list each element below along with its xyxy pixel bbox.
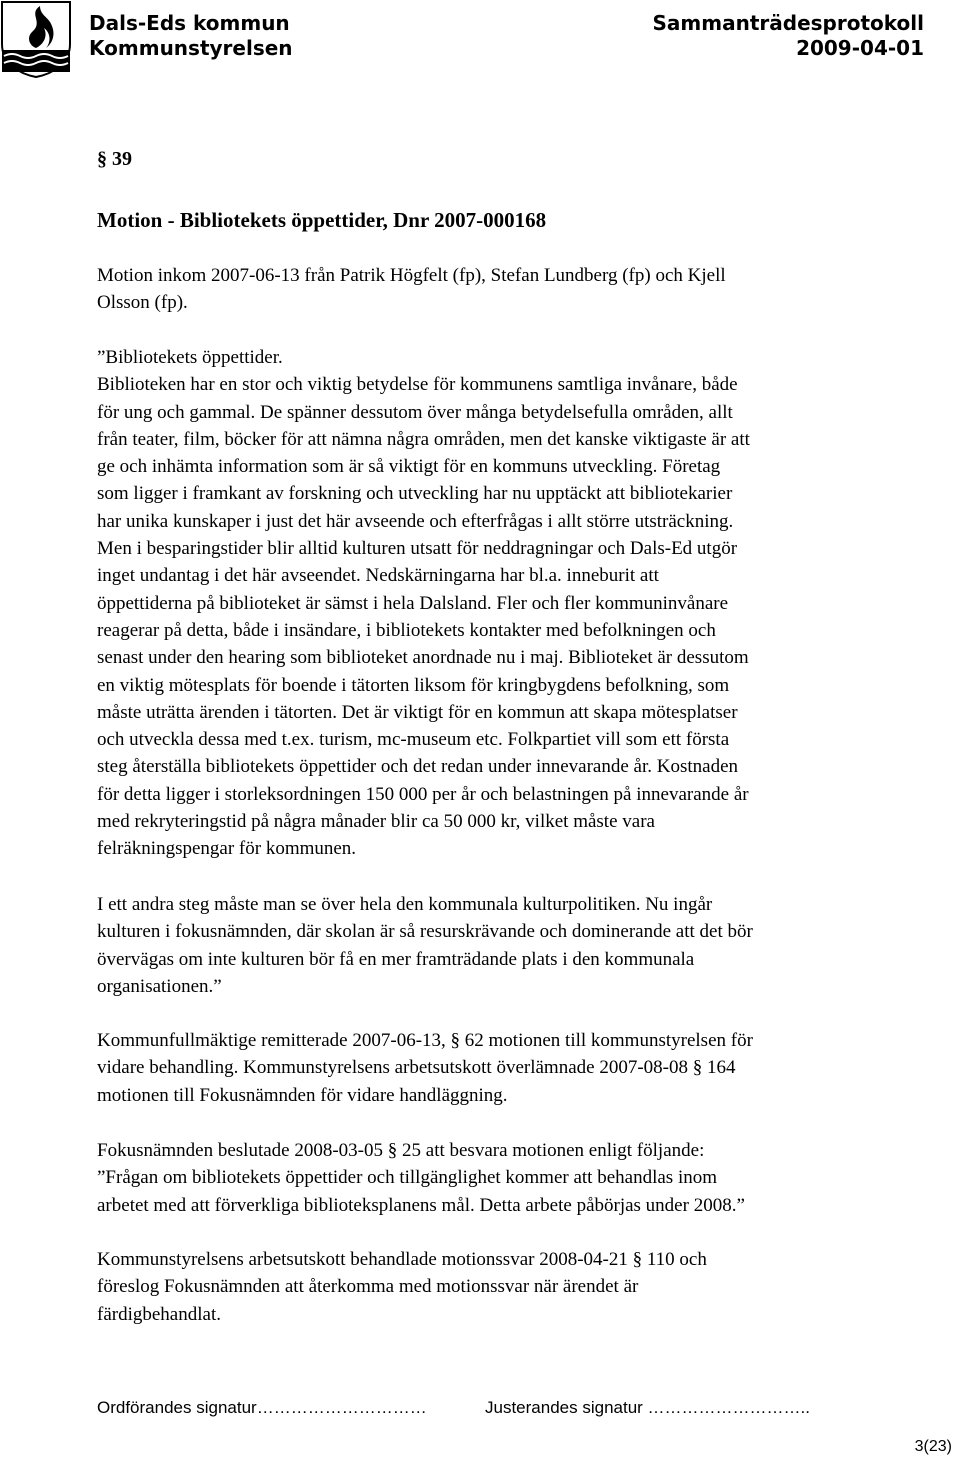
- text-line: Olsson (fp).: [97, 292, 188, 314]
- text-line: motionen till Fokusnämnden för vidare handläggning.: [97, 1084, 508, 1106]
- text-line: ”Frågan om bibliotekets öppettider och tillgänglighet kommer att behandlas inom: [97, 1167, 717, 1189]
- text-line: steg återställa bibliotekets öppettider och det redan under innevarande år. Kostnaden: [97, 756, 739, 778]
- text-line: Men i besparingstider blir alltid kulturen utsatt för neddragningar och Dals-Ed utgör: [97, 538, 738, 560]
- text-line: Fokusnämnden beslutade 2008-03-05 § 25 att besvara motionen enligt följande:: [97, 1140, 705, 1161]
- text-line: felräkningspengar för kommunen.: [97, 838, 357, 860]
- text-line: för detta ligger i storleksordningen 150 000 per år och belastningen på innevarande år: [97, 783, 749, 805]
- text-line: har unika kunskaper i just det här avseende och efterfrågas i allt större utsträckning.: [97, 510, 734, 532]
- paragraph-referral: [97, 1027, 927, 1109]
- text-line: Motion inkom 2007-06-13 från Patrik Högfelt (fp), Stefan Lundberg (fp) och Kjell: [97, 265, 726, 286]
- text-line: och utveckla dessa med t.ex. turism, mc-museum etc. Folkpartiet vill som ett första: [97, 729, 730, 751]
- text-line: öppettiderna på biblioteket är sämst i hela Dalsland. Fler och fler kommuninvånare: [97, 592, 729, 614]
- text-line: med rekryteringstid på några månader blir ca 50 000 kr, vilket måste vara: [97, 811, 655, 833]
- text-line: inget undantag i det här avseendet. Nedskärningarna har bl.a. inneburit att: [97, 565, 659, 587]
- text-line: Kommunfullmäktige remitterade 2007-06-13, § 62 motionen till kommunstyrelsen för: [97, 1030, 753, 1051]
- page-number: 3(23): [914, 1438, 952, 1455]
- text-line: från teater, film, böcker för att nämna några områden, men det kanske viktigaste är att: [97, 428, 750, 450]
- paragraph-motion-intro: [97, 262, 927, 317]
- text-line: för ung och gammal. De spänner dessutom över många betydelsefulla områden, allt: [97, 401, 733, 423]
- paragraph-focus-board-decision: [97, 1137, 927, 1219]
- text-line: måste uträtta ärenden i tätorten. Det är viktigt för en kommun att skapa mötesplatser: [97, 701, 738, 723]
- header-document-type: Sammanträdesprotokoll: [652, 11, 924, 35]
- text-line: vidare behandling. Kommunstyrelsens arbetsutskott överlämnade 2007-08-08 § 164: [97, 1057, 736, 1079]
- adjuster-signature-line: Justerandes signatur ………………………..: [485, 1398, 810, 1417]
- text-line: som ligger i framkant av forskning och utveckling har nu upptäckt att bibliotekarier: [97, 483, 733, 505]
- text-line: Kommunstyrelsens arbetsutskott behandlade motionssvar 2008-04-21 § 110 och: [97, 1249, 707, 1270]
- header-municipality: Dals-Eds kommun: [89, 11, 290, 35]
- text-line: ”Bibliotekets öppettider.: [97, 347, 283, 368]
- text-line: arbetet med att förverkliga biblioteksplanens mål. Detta arbete påbörjas under 2008.”: [97, 1194, 745, 1216]
- text-line: en viktig mötesplats för boende i tätorten liksom för kringbygdens befolkning, som: [97, 674, 730, 696]
- section-title: Motion - Bibliotekets öppettider, Dnr 2007-000168: [97, 208, 547, 232]
- text-line: Biblioteken har en stor och viktig betydelse för kommunens samtliga invånare, både: [97, 374, 738, 396]
- text-line: föreslog Fokusnämnden att återkomma med motionssvar när ärendet är: [97, 1276, 639, 1298]
- text-line: organisationen.”: [97, 975, 222, 997]
- paragraph-working-committee: [97, 1246, 927, 1328]
- text-line: ge och inhämta information som är så viktigt för en kommuns utveckling. Företag: [97, 456, 721, 478]
- paragraph-second-step: [97, 891, 927, 1000]
- text-line: färdigbehandlat.: [97, 1303, 221, 1325]
- chair-signature-line: Ordförandes signatur…………………………: [97, 1398, 427, 1417]
- text-line: kulturen i fokusnämnden, där skolan är så resurskrävande och dominerande att det bör: [97, 921, 753, 943]
- header-date: 2009-04-01: [796, 36, 924, 60]
- paragraph-motion-text: [97, 344, 927, 863]
- municipality-logo: [0, 0, 72, 78]
- section-number: § 39: [97, 148, 132, 170]
- header-board: Kommunstyrelsen: [89, 36, 293, 60]
- text-line: reagerar på detta, både i insändare, i bibliotekets kontakter med befolkningen och: [97, 619, 716, 641]
- text-line: I ett andra steg måste man se över hela den kommunala kulturpolitiken. Nu ingår: [97, 894, 713, 915]
- text-line: senast under den hearing som biblioteket anordnade nu i maj. Biblioteket är dessutom: [97, 647, 749, 669]
- text-line: övervägas om inte kulturen bör få en mer framträdande plats i den kommunala: [97, 948, 695, 970]
